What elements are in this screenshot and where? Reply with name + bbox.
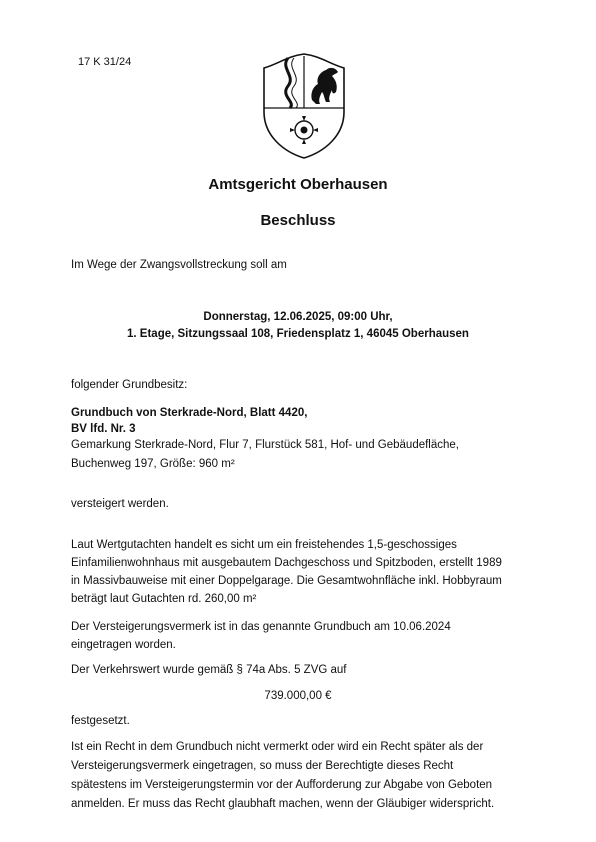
case-number: 17 K 31/24 <box>78 56 132 68</box>
rights-notice-line: Versteigerungsvermerk eingetragen, so muss der Berechtigte dieses Recht <box>71 760 454 772</box>
registration-line: Der Versteigerungsvermerk ist in das genannte Grundbuch am 10.06.2024 <box>71 621 451 633</box>
appointment-date: Donnerstag, 12.06.2025, 09:00 Uhr, <box>203 311 393 323</box>
appraisal-line: Einfamilienwohnhaus mit ausgebautem Dachgeschoss und Spitzboden, erstellt 1989 <box>71 557 502 569</box>
appointment-location: 1. Etage, Sitzungssaal 108, Friedensplatz 1, 46045 Oberhausen <box>127 328 469 340</box>
intro-text: Im Wege der Zwangsvollstreckung soll am <box>71 259 287 271</box>
registration-line: eingetragen worden. <box>71 639 176 651</box>
auctioned-text: versteigert werden. <box>71 498 169 510</box>
land-register-line-2: BV lfd. Nr. 3 <box>71 423 136 435</box>
rights-notice-line: Ist ein Recht in dem Grundbuch nicht vermerkt oder wird ein Recht später als der <box>71 741 484 753</box>
property-intro: folgender Grundbesitz: <box>71 379 188 391</box>
land-register-line-3: Gemarkung Sterkrade-Nord, Flur 7, Flurstück 581, Hof- und Gebäudefläche, <box>71 439 459 451</box>
fixed-text: festgesetzt. <box>71 715 130 727</box>
market-value-intro: Der Verkehrswert wurde gemäß § 74a Abs. 5 ZVG auf <box>71 664 347 676</box>
appraisal-line: Laut Wertgutachten handelt es sicht um ein freistehendes 1,5-geschossiges <box>71 539 457 551</box>
court-name: Amtsgericht Oberhausen <box>208 176 388 193</box>
document-type: Beschluss <box>260 212 336 229</box>
rights-notice-line: anmelden. Er muss das Recht glaubhaft machen, wenn der Gläubiger widerspricht. <box>71 798 495 810</box>
nrw-coat-of-arms-icon <box>258 50 350 160</box>
land-register-line-1: Grundbuch von Sterkrade-Nord, Blatt 4420, <box>71 407 308 419</box>
market-value: 739.000,00 € <box>264 690 332 702</box>
appraisal-line: in Massivbauweise mit einer Doppelgarage. Die Gesamtwohnfläche inkl. Hobbyraum <box>71 575 502 587</box>
appraisal-line: beträgt laut Gutachten rd. 260,00 m² <box>71 593 257 605</box>
rights-notice-line: spätestens im Versteigerungstermin vor der Aufforderung zur Abgabe von Geboten <box>71 779 493 791</box>
land-register-line-4: Buchenweg 197, Größe: 960 m² <box>71 458 235 470</box>
